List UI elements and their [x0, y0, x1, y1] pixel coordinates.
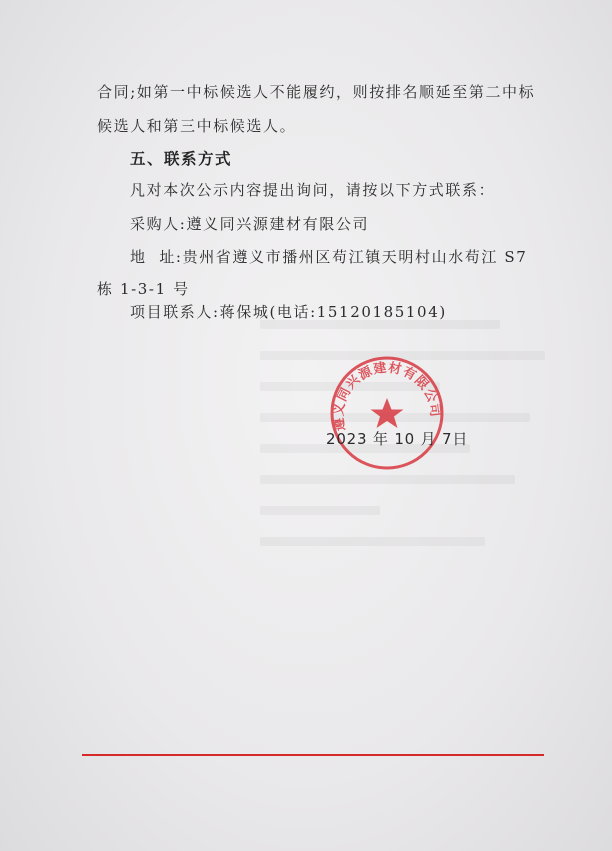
- document-date: [326, 428, 468, 449]
- company-seal-stamp: [326, 352, 448, 474]
- purchaser-text: 采购人:遵义同兴源建材有限公司: [130, 215, 370, 233]
- date-day-unit: 日: [452, 430, 469, 448]
- date-month: 10: [394, 430, 416, 448]
- date-day: 7: [442, 430, 453, 448]
- seal-star-icon: [371, 398, 404, 428]
- address-line-1: 地 址:贵州省遵义市播州区苟江镇天明村山水苟江 S7: [130, 248, 528, 266]
- seal-text: 遵义同兴源建材有限公司: [331, 360, 443, 433]
- section-heading: 五、联系方式: [130, 150, 233, 168]
- red-footer-rule: [82, 754, 544, 756]
- body-line-2: 候选人和第三中标候选人。: [97, 117, 297, 135]
- body-line-1: 合同;如第一中标候选人不能履约，则按排名顺延至第二中标: [97, 83, 536, 101]
- date-month-unit: 月: [420, 430, 437, 448]
- address-line-2: 栋 1-3-1 号: [97, 280, 190, 298]
- date-year: 2023: [326, 430, 368, 448]
- date-year-unit: 年: [372, 430, 389, 448]
- contact-text: 项目联系人:蒋保城(电话:15120185104): [130, 303, 447, 321]
- intro-text: 凡对本次公示内容提出询问，请按以下方式联系：: [130, 181, 496, 199]
